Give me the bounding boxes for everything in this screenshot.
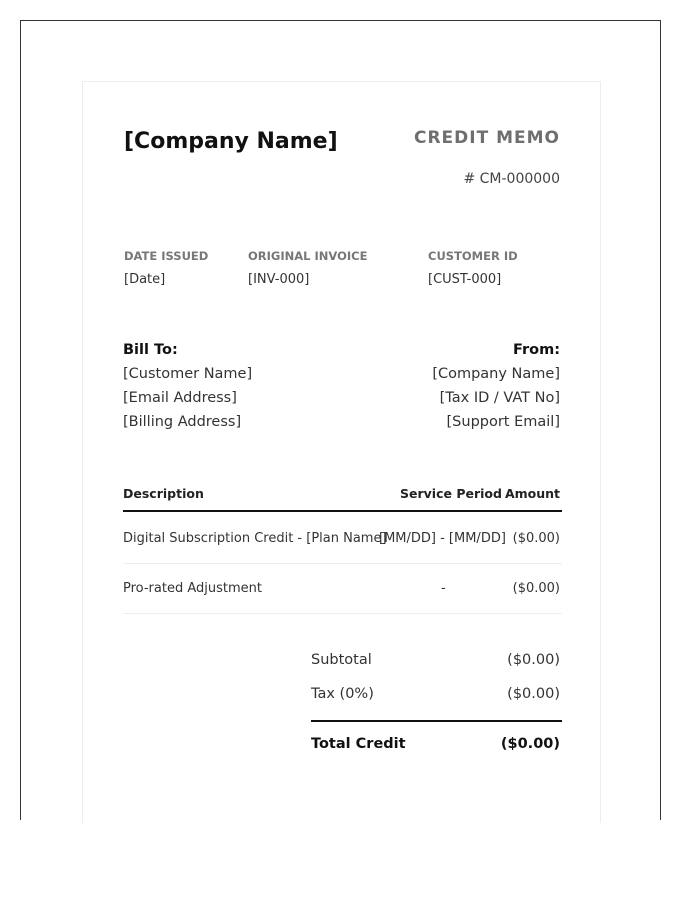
row-2-description: Pro-rated Adjustment bbox=[123, 581, 262, 596]
bill-to-heading: Bill To: bbox=[123, 342, 178, 358]
row-divider bbox=[123, 613, 562, 614]
page-frame bbox=[20, 20, 661, 820]
company-name: [Company Name] bbox=[124, 129, 338, 154]
customer-id-value: [CUST-000] bbox=[428, 272, 502, 287]
subtotal-label: Subtotal bbox=[311, 652, 372, 668]
row-divider bbox=[123, 563, 562, 564]
date-issued-value: [Date] bbox=[124, 272, 166, 287]
total-credit-label: Total Credit bbox=[311, 736, 406, 752]
bill-to-address: [Billing Address] bbox=[123, 414, 242, 430]
tax-label: Tax (0%) bbox=[311, 686, 374, 702]
row-1-service-period: [MM/DD] - [MM/DD] bbox=[379, 531, 506, 546]
total-rule bbox=[311, 720, 562, 722]
total-credit-value: ($0.00) bbox=[500, 736, 560, 752]
col-service-period-header: Service Period bbox=[400, 486, 502, 501]
original-invoice-label: ORIGINAL INVOICE bbox=[248, 249, 368, 263]
row-2-amount: ($0.00) bbox=[512, 581, 560, 596]
credit-memo-document bbox=[82, 81, 601, 823]
row-2-service-period: - bbox=[441, 581, 446, 596]
document-title: CREDIT MEMO bbox=[413, 128, 560, 148]
row-1-amount: ($0.00) bbox=[512, 531, 560, 546]
bill-to-customer-name: [Customer Name] bbox=[123, 366, 253, 382]
from-company-name: [Company Name] bbox=[432, 366, 560, 382]
from-heading: From: bbox=[513, 342, 560, 358]
table-header-rule bbox=[123, 510, 562, 512]
memo-number: # CM-000000 bbox=[463, 171, 560, 187]
subtotal-value: ($0.00) bbox=[507, 652, 560, 668]
col-description-header: Description bbox=[123, 486, 204, 501]
bill-to-email: [Email Address] bbox=[123, 390, 237, 406]
col-amount-header: Amount bbox=[504, 486, 560, 501]
row-1-description: Digital Subscription Credit - [Plan Name] bbox=[123, 531, 387, 546]
customer-id-label: CUSTOMER ID bbox=[428, 249, 518, 263]
date-issued-label: DATE ISSUED bbox=[124, 249, 209, 263]
original-invoice-value: [INV-000] bbox=[248, 272, 310, 287]
tax-value: ($0.00) bbox=[507, 686, 560, 702]
from-tax-id: [Tax ID / VAT No] bbox=[439, 390, 560, 406]
from-support-email: [Support Email] bbox=[446, 414, 560, 430]
